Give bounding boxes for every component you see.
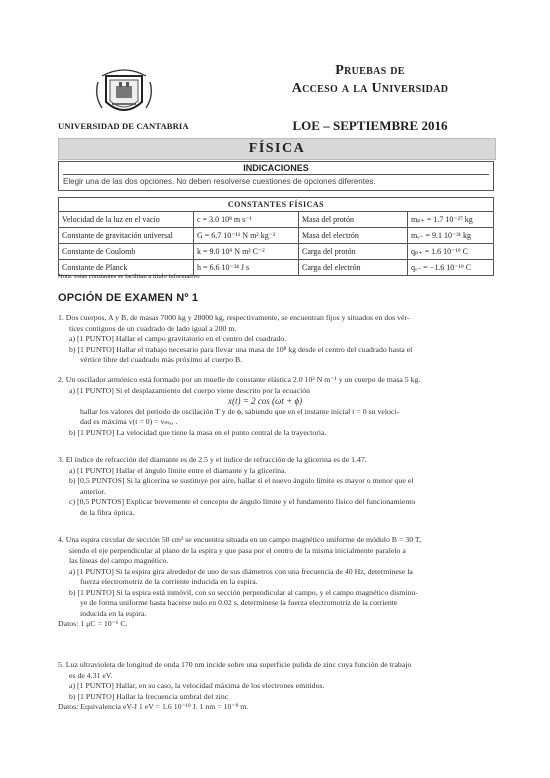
constant-value: mₑ₋ = 9.1 10⁻³¹ kg xyxy=(408,228,494,244)
question-part-a-cont: dad es máxima v(t = 0) = vₘₐₓ . xyxy=(80,417,178,426)
question-part-a-cont: fuerza electromotriz de la corriente inducida en la espira. xyxy=(80,577,258,586)
question-part-a: a) [1 PUNTO] Hallar el ángulo límite entre el diamante y la glicerina. xyxy=(69,465,287,475)
indicaciones-title: INDICACIONES xyxy=(63,162,489,175)
exam-title-line2: Acceso a la Universidad xyxy=(291,81,449,96)
option-title: OPCIÓN DE EXAMEN Nº 1 xyxy=(58,292,199,304)
question-part-a: a) [1 PUNTO] Hallar el campo gravitatorio en el centro del cuadrado. xyxy=(69,334,287,343)
constant-value: k = 9.0 10⁹ N m² C⁻² xyxy=(194,244,299,260)
subject-bar xyxy=(58,138,496,160)
question-data: Datos: Equivalencia eV-J 1 eV = 1.6 10⁻¹⁹ J. 1 nm = 10⁻⁹ m. xyxy=(58,702,249,711)
question-text: 3. El índice de refracción del diamante es de 2.5 y el índice de refracción de la glicerina es de 1.47. xyxy=(58,455,367,464)
question-2 xyxy=(58,375,498,438)
constants-title: CONSTANTES FÍSICAS xyxy=(59,198,494,212)
constants-table xyxy=(58,197,494,276)
question-data: Datos: 1 μC = 10⁻⁶ C. xyxy=(58,619,128,628)
constants-note: Nota: estas constantes se facilitan a título informativo xyxy=(58,273,200,280)
constant-name: Masa del electrón xyxy=(299,228,408,244)
question-part-b-cont: ye de forma uniforme hasta hacerse nulo en 0.02 s, determínese la fuerza electromotriz de la corriente xyxy=(80,598,398,607)
question-text: 5. Luz ultravioleta de longitud de onda 170 nm incide sobre una superficie pulida de zinc cuya función de trabajo xyxy=(58,660,412,669)
question-3 xyxy=(58,455,498,518)
question-text: 4. Una espira circular de sección 50 cm² se encuentra situada en un campo magnético uniforme de módulo B = 30 T, xyxy=(58,535,422,544)
table-row xyxy=(59,228,494,244)
constant-name: Constante de Coulomb xyxy=(59,244,194,260)
exam-title-line1: Pruebas de xyxy=(335,63,405,78)
question-text: es de 4.31 eV. xyxy=(69,670,113,680)
question-part-b: b) [0,5 PUNTOS] Si la glicerina se sustituye por aire, hallar si el nuevo ángulo límite es mayor o menor que el xyxy=(69,476,414,485)
question-part-b: b) [1 PUNTO] Hallar el trabajo necesario para llevar una masa de 10⁸ kg desde el centro del cuadrado hasta el xyxy=(69,344,413,354)
table-row xyxy=(59,212,494,228)
question-text: las líneas del campo magnético. xyxy=(69,556,169,565)
question-4 xyxy=(58,535,498,630)
question-1 xyxy=(58,313,498,366)
question-part-b-cont: anterior. xyxy=(80,486,106,496)
question-part-a-cont: hallar los valores del periodo de oscilación T y de ϕ, sabiendo que en el instante inicial t = 0 su veloci- xyxy=(80,406,400,416)
equation: x(t) = 2 cos (ωt + ϕ) xyxy=(228,396,303,406)
question-text: tices contiguos de un cuadrado de lado igual a 200 m. xyxy=(69,323,237,333)
constant-value: qₑ₋ = −1.6 10⁻¹⁹ C xyxy=(408,260,494,276)
question-text: 2. Un oscilador armónico está formado por un muelle de constante elástica 2.0 10² N m⁻¹ y un cuerpo de masa 5 kg. xyxy=(58,375,421,384)
exam-title xyxy=(250,62,490,98)
question-part-b: b) [1 PUNTO] Si la espira está inmóvil, con su sección perpendicular al campo, y el campo magnético disminu- xyxy=(69,587,418,597)
university-name: UNIVERSIDAD DE CANTABRIA xyxy=(58,121,189,131)
subject-title: FÍSICA xyxy=(248,141,306,156)
constant-name: Constante de gravitación universal xyxy=(59,228,194,244)
indicaciones-box xyxy=(58,161,494,191)
constant-name: Carga del protón xyxy=(299,244,408,260)
constant-value: h = 6.6 10⁻³⁴ J s xyxy=(194,260,299,276)
question-part-a: a) [1 PUNTO] Si la espira gira alrededor de uno de sus diámetros con una frecuencia de 40 Hz, determínese la xyxy=(69,566,413,576)
question-5 xyxy=(58,660,498,713)
question-part-a: a) [1 PUNTO] Hallar, en su caso, la velocidad máxima de los electrones emitidos. xyxy=(69,681,325,690)
question-part-b-cont: inducida en la espira. xyxy=(80,608,147,618)
question-text: 1. Dos cuerpos, A y B, de masas 7000 kg y 28000 kg, respectivamente, se encuentran fijos y situados en dos vér- xyxy=(58,313,410,322)
constant-value: qₚ₊ = 1.6 10⁻¹⁹ C xyxy=(408,244,494,260)
exam-session: LOE – SEPTIEMBRE 2016 xyxy=(292,118,448,133)
constant-value: c = 3.0 10⁸ m s⁻¹ xyxy=(194,212,299,228)
question-part-b-cont: vértice libre del cuadrado más próximo al cuerpo B. xyxy=(80,355,243,364)
constant-name: Masa del protón xyxy=(299,212,408,228)
question-part-a: a) [1 PUNTO] Si el desplazamiento del cuerpo viene descrito por la ecuación xyxy=(69,385,311,395)
constant-name: Carga del electrón xyxy=(299,260,408,276)
constant-name: Constante de Planck xyxy=(59,260,194,276)
question-part-c: c) [0,5 PUNTOS] Explicar brevemente el concepto de ángulo límite y el fundamento físico del funcionamiento xyxy=(69,497,416,506)
constant-value: mₚ₊ = 1.7 10⁻²⁷ kg xyxy=(408,212,494,228)
university-crest-logo xyxy=(92,62,156,122)
question-part-c-cont: de la fibra óptica. xyxy=(80,507,135,517)
constant-name: Velocidad de la luz en el vacío xyxy=(59,212,194,228)
constant-value: G = 6.7 10⁻¹¹ N m² kg⁻² xyxy=(194,228,299,244)
question-text: siendo el eje perpendicular al plano de la espira y que pasa por el centro de la misma inicialmente paralelo a xyxy=(69,545,406,555)
table-row xyxy=(59,244,494,260)
indicaciones-text: Elegir una de las dos opciones. No deben resolverse cuestiones de opciones diferentes. xyxy=(63,177,376,186)
question-part-b: b) [1 PUNTO] La velocidad que tiene la masa en el punto central de la trayectoria. xyxy=(69,427,327,437)
question-part-b: b) [1 PUNTO] Hallar la frecuencia umbral del zinc xyxy=(69,691,229,701)
